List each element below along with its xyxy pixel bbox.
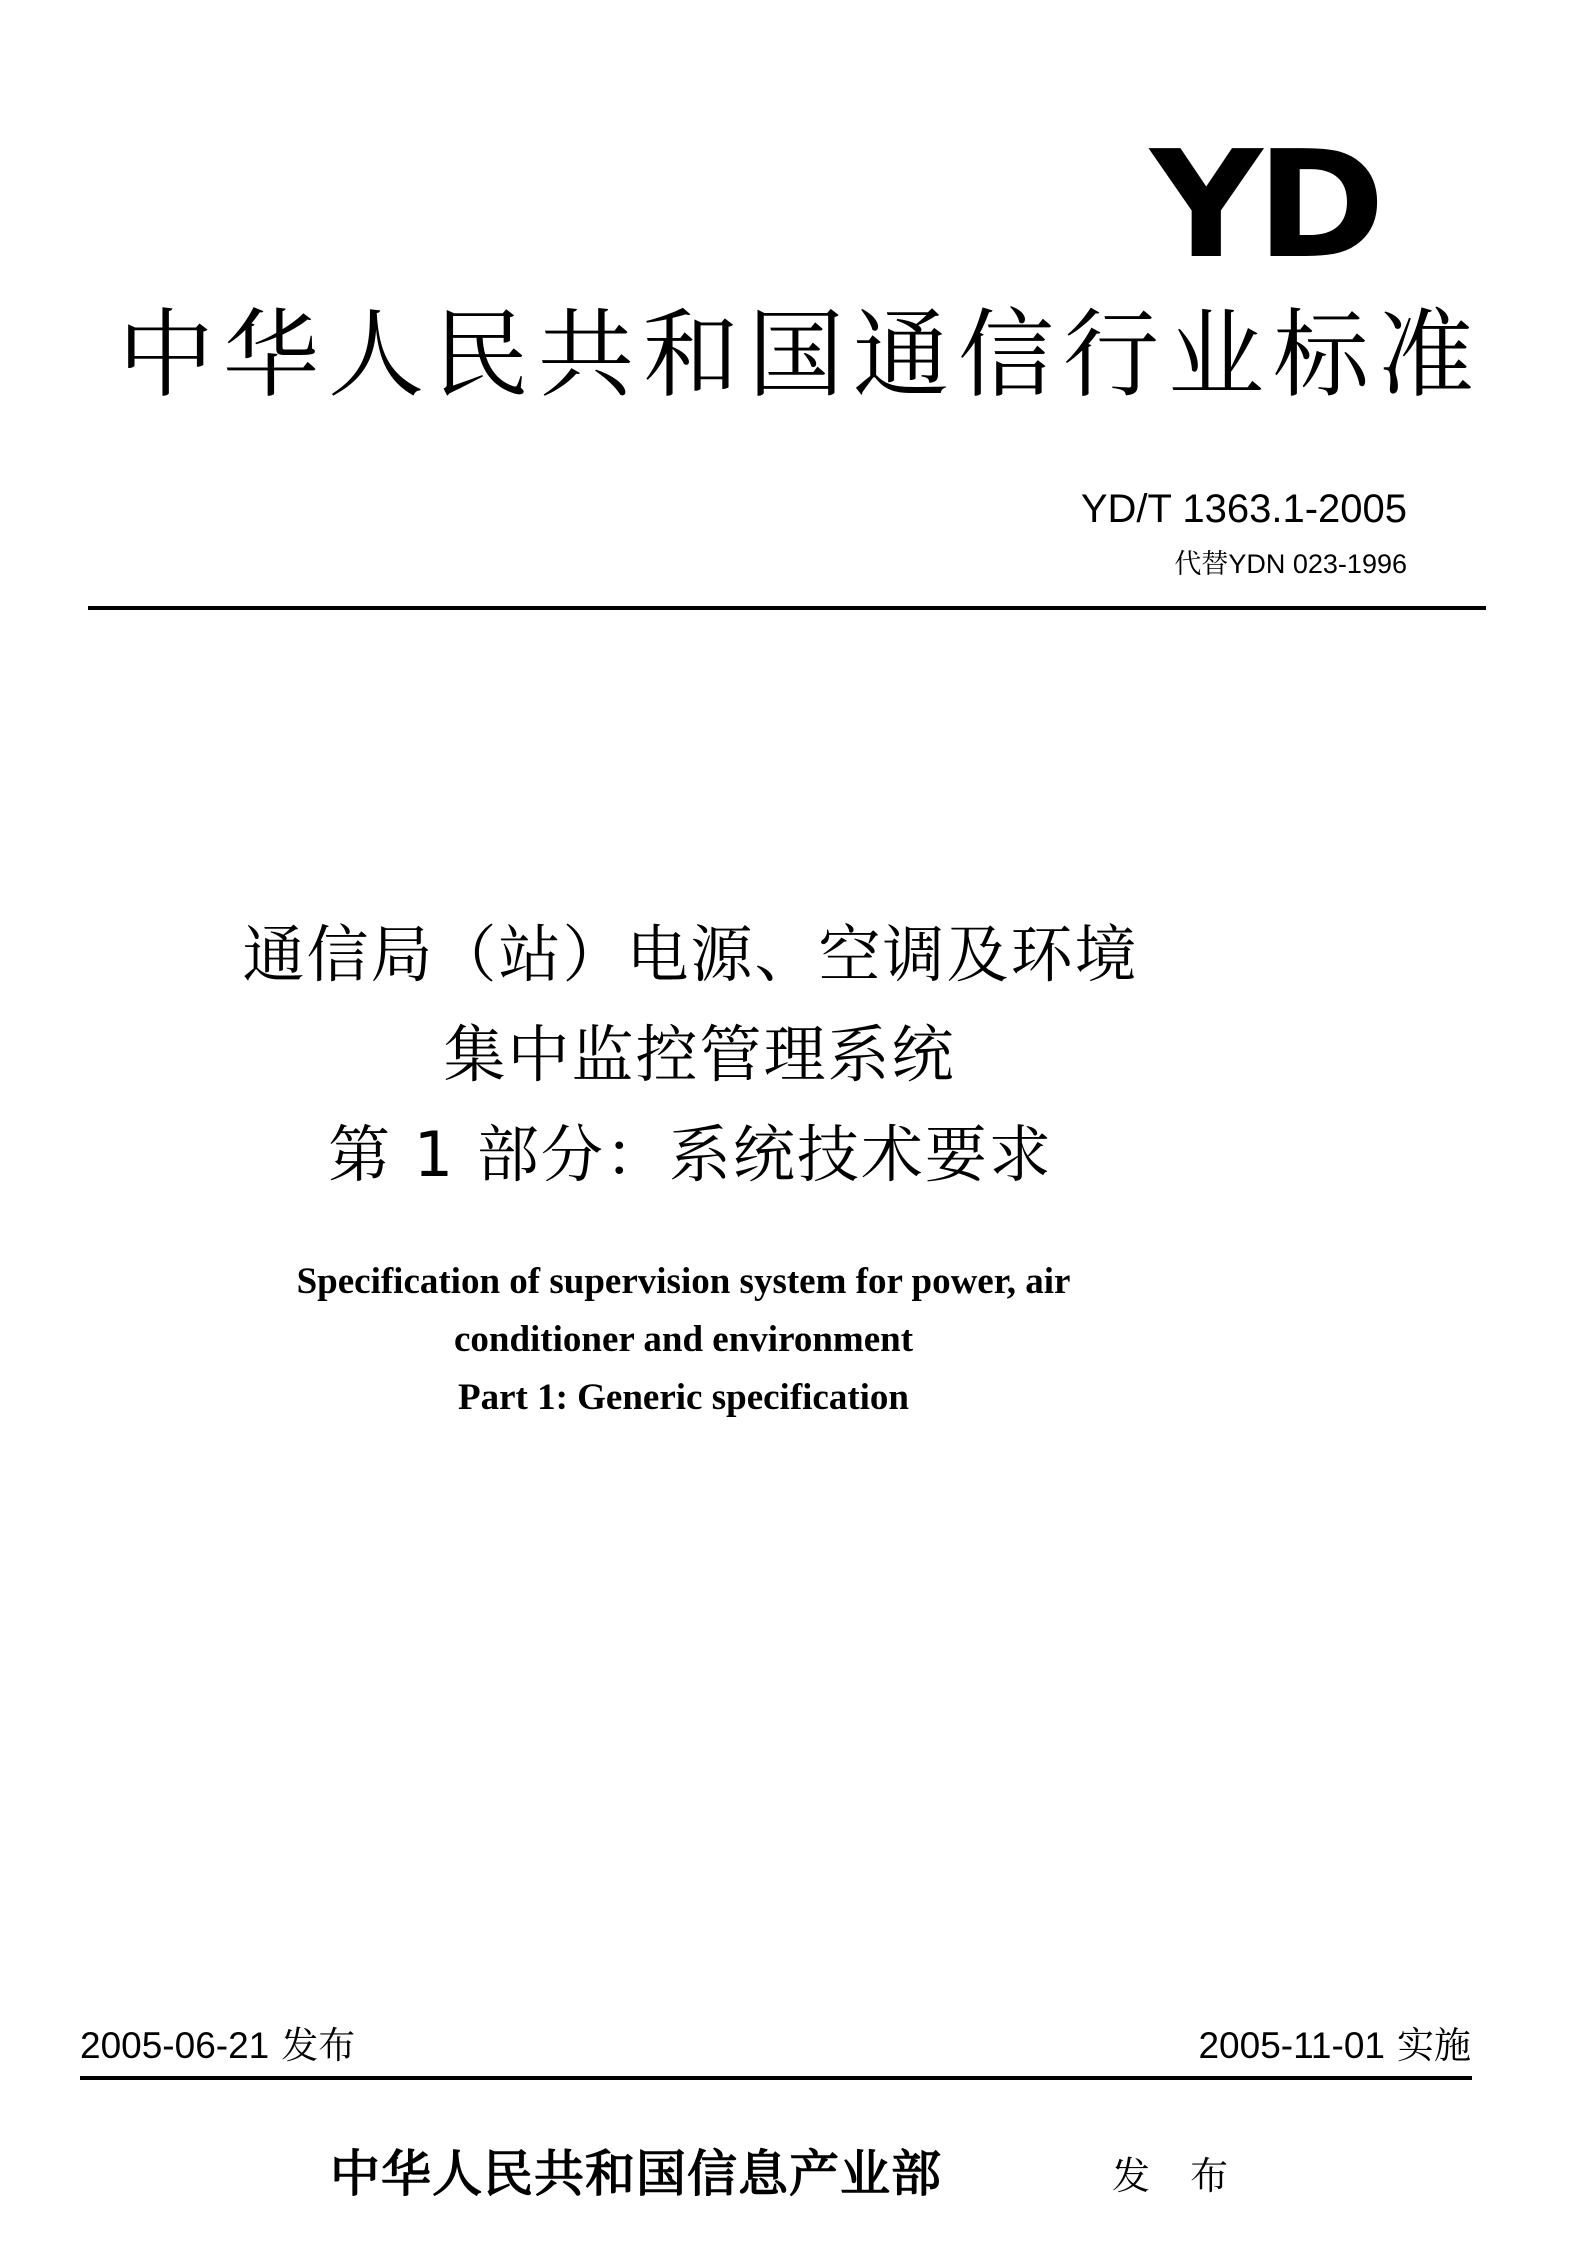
issuing-body-title: 中华人民共和国通信行业标准 [118, 299, 1483, 411]
publish-label: 发布 [281, 2024, 356, 2067]
issuing-ministry: 中华人民共和国信息产业部 [330, 2144, 942, 2203]
chinese-title-line-2: 集中监控管理系统 [443, 1018, 956, 1091]
english-title-line-3: Part 1: Generic specification [457, 1377, 910, 1418]
implement-label: 实施 [1397, 2024, 1471, 2067]
standard-number: YD/T 1363.1-2005 [1080, 487, 1407, 531]
implement-date [1198, 2022, 1471, 2070]
replaces-standard: 代替YDN 023-1996 [1174, 549, 1407, 579]
chinese-title-line-1: 通信局（站）电源、空调及环境 [242, 918, 1139, 991]
header-divider [88, 606, 1486, 610]
english-title-line-1: Specification of supervision system for power, air [296, 1261, 1071, 1302]
yd-logo: YD [1150, 119, 1379, 291]
english-title-line-2: conditioner and environment [453, 1319, 914, 1360]
english-title [0, 1253, 1581, 1427]
issuing-verb: 发 布 [1112, 2154, 1243, 2198]
chinese-title-line-3: 第 1 部分：系统技术要求 [328, 1118, 1053, 1191]
chinese-title [0, 905, 1581, 1205]
publish-date-value: 2005-06-21 [80, 2025, 270, 2066]
footer-divider [80, 2076, 1472, 2080]
publish-date [80, 2022, 355, 2070]
implement-date-value: 2005-11-01 [1198, 2025, 1385, 2066]
